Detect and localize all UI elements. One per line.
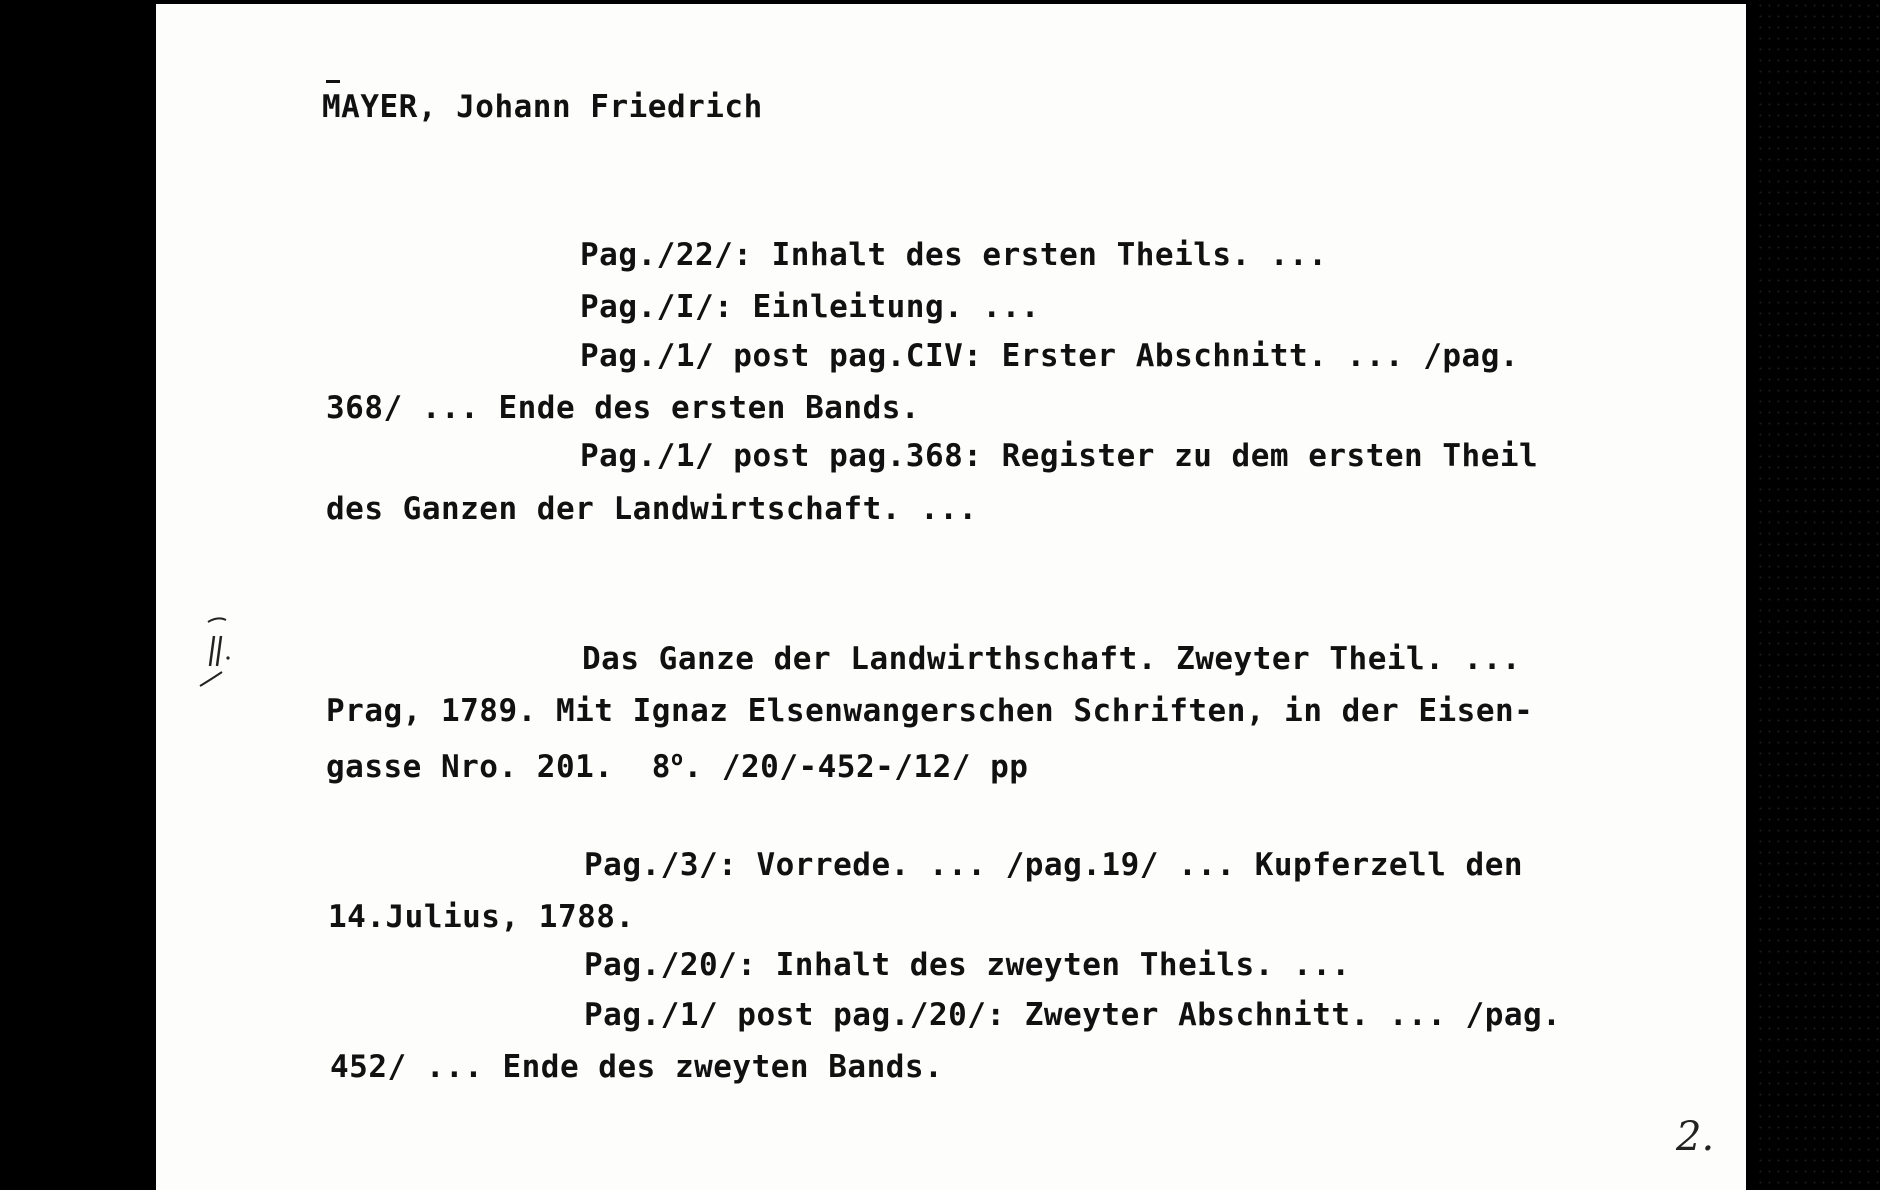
degree-superscript: o — [670, 746, 684, 770]
part1-line-2: Pag./I/: Einleitung. ... — [580, 289, 1040, 325]
part1-line-1: Pag./22/: Inhalt des ersten Theils. ... — [580, 237, 1328, 273]
part1-line-3b: 368/ ... Ende des ersten Bands. — [326, 390, 921, 426]
part2-title-a: Das Ganze der Landwirthschaft. Zweyter Theil. ... — [582, 641, 1522, 677]
entry-heading: MAYER, Johann Friedrich — [322, 89, 763, 125]
part1-line-3a: Pag./1/ post pag.CIV: Erster Abschnitt. ... /pag. — [580, 338, 1520, 374]
part2-line-2: Pag./20/: Inhalt des zweyten Theils. ... — [584, 947, 1351, 983]
part2-line-1a: Pag./3/: Vorrede. ... /pag.19/ ... Kupferzell den — [584, 847, 1524, 883]
part1-line-4b: des Ganzen der Landwirtschaft. ... — [326, 491, 978, 527]
handwritten-marker-strokes — [194, 614, 244, 694]
catalog-card — [156, 4, 1746, 1190]
handwritten-page-number: 2. — [1676, 1114, 1715, 1160]
scan-edge-noise — [1756, 0, 1880, 1190]
part2-title-b: Prag, 1789. Mit Ignaz Elsenwangerschen Schriften, in der Eisen- — [326, 693, 1534, 729]
part2-line-3b: 452/ ... Ende des zweyten Bands. — [330, 1049, 944, 1085]
dash-mark — [326, 80, 340, 83]
handwritten-volume-marker — [194, 614, 244, 694]
part2-line-3a: Pag./1/ post pag./20/: Zweyter Abschnitt. ... /pag. — [584, 997, 1562, 1033]
part2-title-c-post: . /20/-452-/12/ pp — [683, 749, 1029, 785]
part2-title-c — [326, 748, 1028, 783]
part2-title-c-pre: gasse Nro. 201. 8 — [326, 749, 671, 785]
part1-line-4a: Pag./1/ post pag.368: Register zu dem ersten Theil — [580, 438, 1539, 474]
part2-line-1b: 14.Julius, 1788. — [328, 899, 635, 935]
